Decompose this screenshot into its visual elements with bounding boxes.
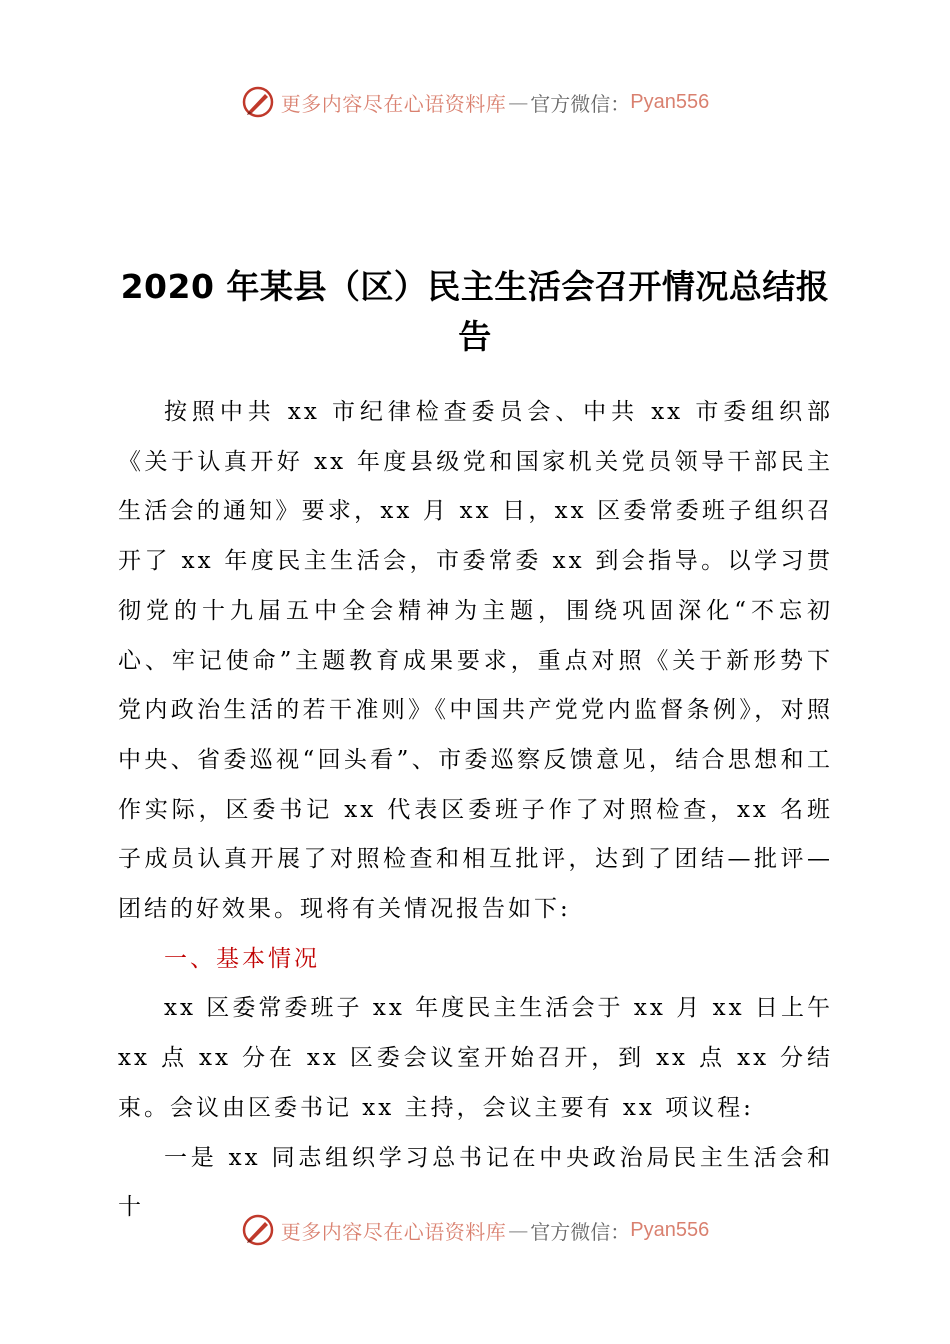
watermark-official: 官方微信： [530,91,631,116]
footer-watermark [0,1210,950,1250]
document-title [115,262,835,362]
title-line-2: 告 [458,317,492,356]
watermark-brand: 更多内容尽在心语资料库 [280,91,507,116]
watermark-wechat-id: Pyan556 [630,1218,710,1241]
section1-paragraph-1: xx 区委常委班子 xx 年度民主生活会于 xx 月 xx 日上午 xx 点 xx 分在 xx 区委会议室开始召开，到 xx 点 xx 分结束。会议由区委书记 xx 主持，会议主要有 xx 项议程: [118,995,833,1121]
title-line-1: 2020 年某县（区）民主生活会召开情况总结报 [120,267,830,306]
watermark-brand: 更多内容尽在心语资料库 [280,1219,507,1244]
pen-logo-icon [241,85,275,119]
watermark-official: 官方微信： [530,1219,631,1244]
watermark-separator: — [508,1218,529,1242]
header-watermark [0,82,950,122]
intro-paragraph: 按照中共 xx 市纪律检查委员会、中共 xx 市委组织部《关于认真开好 xx 年度县级党和国家机关党员领导干部民主生活会的通知》要求，xx 月 xx 日，xx 区委常委班子组织召开了 xx 年度民主生活会，市委常委 xx 到会指导。以学习贯彻党的十九届五中全会精神为主题，围绕巩固深化“不忘初心、牢记使命”主题教育成果要求，重点对照《关于新形势下党内政治生活的若干准则》《中国共产党党内监督条例》，对照中央、省委巡视“回头看”、市委巡察反馈意见，结合思想和工作实际，区委书记 xx 代表区委班子作了对照检查，xx 名班子成员认真开展了对照检查和相互批评，达到了团结—批评—团结的好效果。现将有关情况报告如下: [118,399,833,923]
section-heading-basic-situation: 一、基本情况 [164,945,320,972]
section1-paragraph-2: 一是 xx 同志组织学习总书记在中央政治局民主生活会和十 [118,1144,833,1221]
document-body [118,388,833,1233]
watermark-wechat-id: Pyan556 [630,90,710,113]
pen-logo-icon [241,1213,275,1247]
watermark-separator: — [508,90,529,114]
